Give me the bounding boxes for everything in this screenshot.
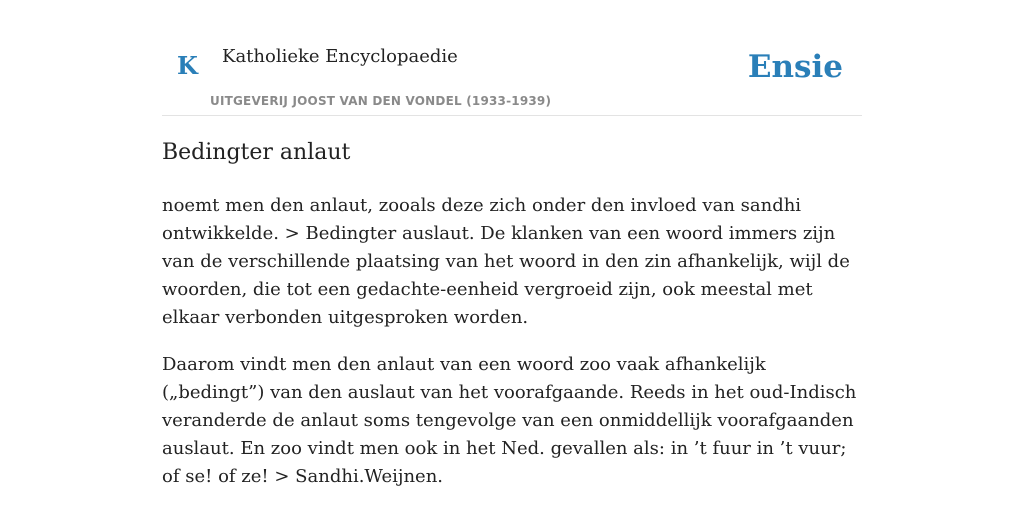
site-header — [162, 0, 862, 116]
site-title[interactable]: Katholieke Encyclopaedie — [222, 46, 458, 67]
ensie-brand-link[interactable]: Ensie — [747, 49, 843, 85]
article-paragraph: Daarom vindt men den anlaut van een woord zoo vaak afhankelijk („bedingt”) van den auslaut van het voorafgaande. Reeds in het oud-Indisch veranderde de anlaut soms tengevolge van een onmiddellijk voorafgaanden auslaut. En zoo vindt men ook in het Ned. gevallen als: in ’t fuur in ’t vuur; of se! of ze! > Sandhi.Weijnen. — [162, 354, 857, 487]
article-title: Bedingter anlaut — [162, 140, 351, 165]
article-body — [162, 192, 862, 510]
page-container — [162, 0, 862, 487]
encyclopedia-logo[interactable]: K — [177, 51, 198, 80]
publisher-subtitle: UITGEVERIJ JOOST VAN DEN VONDEL (1933-1939) — [210, 94, 552, 108]
article-paragraph: noemt men den anlaut, zooals deze zich onder den invloed van sandhi ontwikkelde. > Bedingter auslaut. De klanken van een woord immers zijn van de verschillende plaatsing van het woord in den zin afhankelijk, wijl de woorden, die tot een gedachte-eenheid vergroeid zijn, ook meestal met elkaar verbonden uitgesproken worden. — [162, 195, 850, 328]
